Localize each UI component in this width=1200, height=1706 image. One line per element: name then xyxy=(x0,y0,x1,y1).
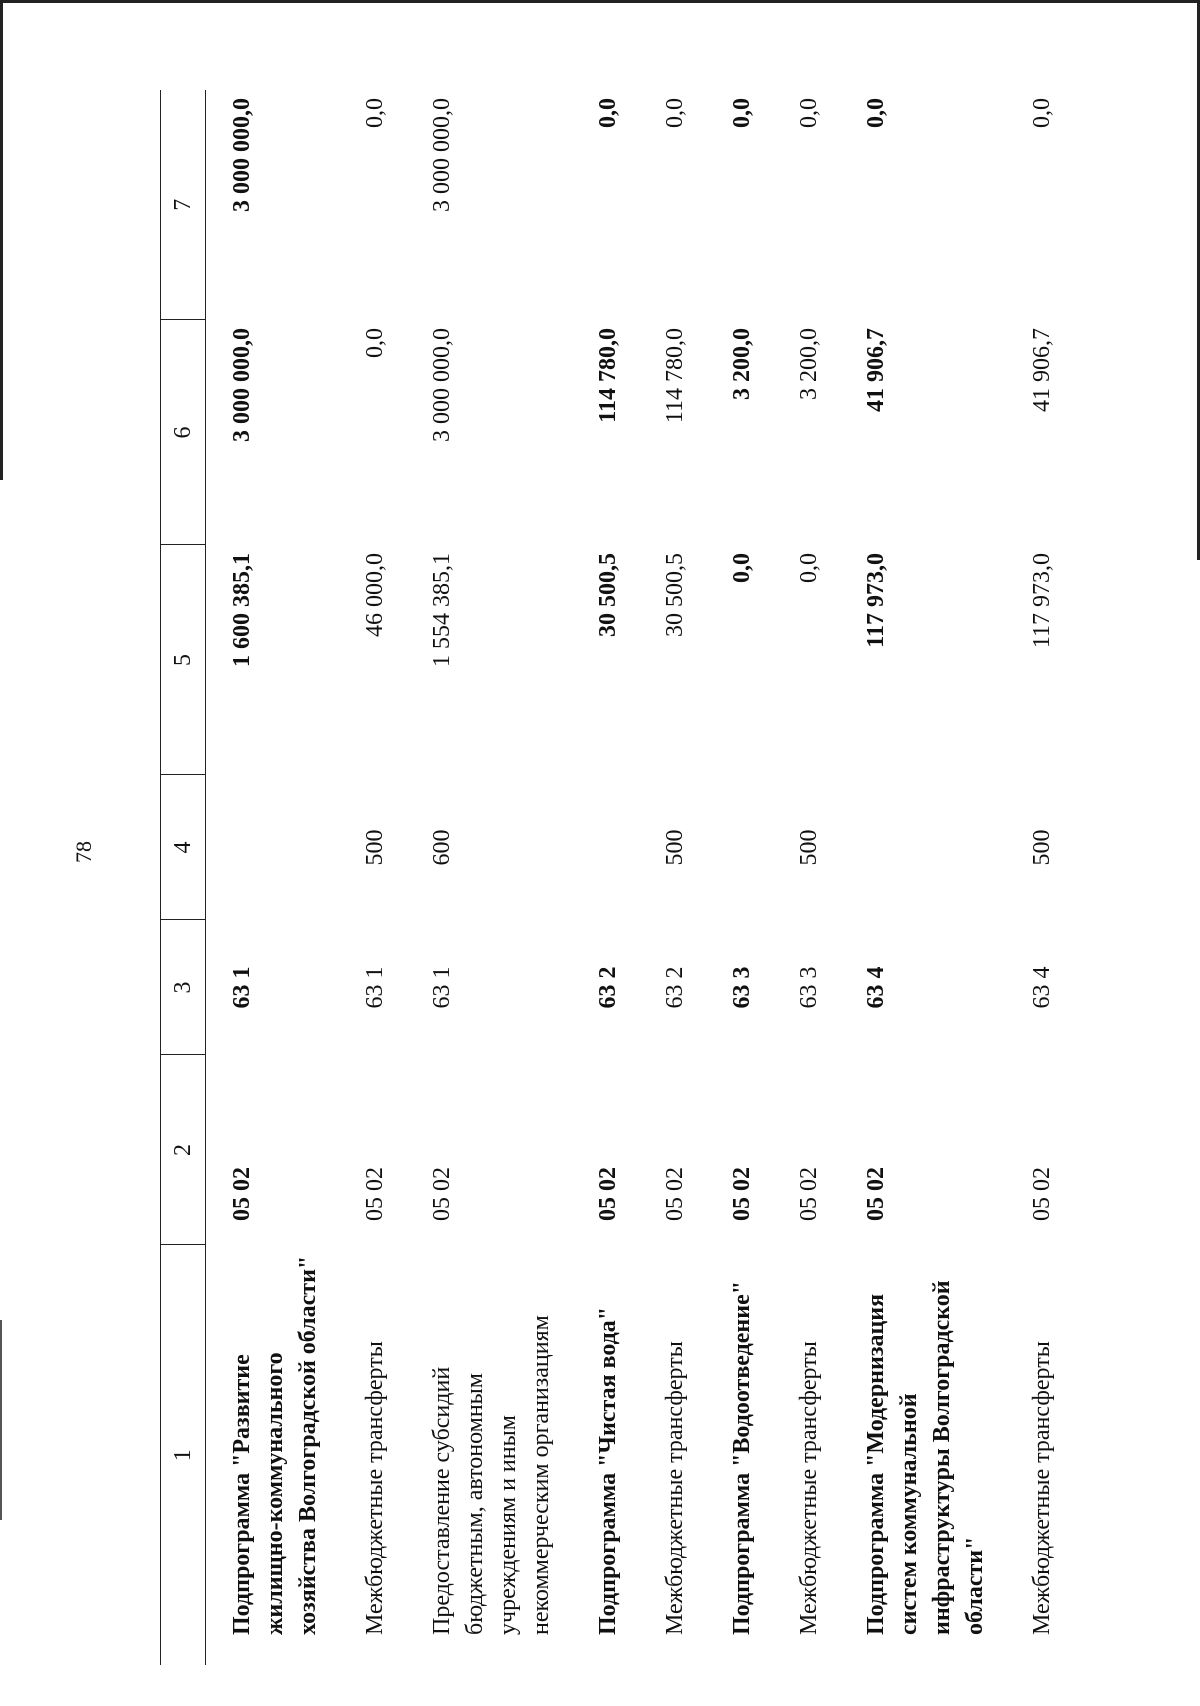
cell-amount-7: 3 000 000,0 xyxy=(429,98,455,212)
cell-section-code: 05 02 xyxy=(1029,1167,1055,1221)
cell-name: Межбюджетные трансферты xyxy=(796,1341,822,1635)
cell-expense-type xyxy=(572,775,639,920)
cell-expense-type: 500 xyxy=(662,829,688,866)
table-row xyxy=(572,90,639,1665)
cell-amount-6: 41 906,7 xyxy=(863,328,889,412)
column-header-2: 2 xyxy=(161,1055,206,1245)
header-row xyxy=(161,90,206,1665)
table-row xyxy=(206,90,340,1665)
cell-target-item: 63 3 xyxy=(796,966,822,1009)
cell-name: Межбюджетные трансферты xyxy=(362,1341,388,1635)
cell-amount-5: 0,0 xyxy=(729,553,755,583)
cell-amount-5: 1 600 385,1 xyxy=(229,553,255,667)
cell-target-item: 63 1 xyxy=(362,966,388,1009)
table-header xyxy=(161,90,206,1665)
cell-amount-5: 117 973,0 xyxy=(1029,553,1055,649)
cell-section-code: 05 02 xyxy=(429,1167,455,1221)
table-row xyxy=(639,90,706,1665)
cell-amount-5: 46 000,0 xyxy=(362,553,388,637)
cell-name: Подпрограмма "Чистая вода" xyxy=(595,1306,621,1635)
cell-amount-7: 0,0 xyxy=(1029,98,1055,128)
table-row xyxy=(773,90,840,1665)
cell-name: Межбюджетные трансферты xyxy=(662,1341,688,1635)
column-header-1: 1 xyxy=(161,1245,206,1665)
cell-target-item: 63 4 xyxy=(863,966,889,1009)
cell-amount-5: 117 973,0 xyxy=(863,553,889,648)
column-header-6: 6 xyxy=(161,320,206,545)
cell-expense-type xyxy=(840,775,1006,920)
cell-amount-5: 30 500,5 xyxy=(662,553,688,637)
cell-amount-6: 114 780,0 xyxy=(595,328,621,423)
cell-amount-7: 0,0 xyxy=(595,98,621,128)
cell-amount-6: 41 906,7 xyxy=(1029,328,1055,412)
cell-amount-7: 0,0 xyxy=(662,98,688,128)
cell-target-item: 63 2 xyxy=(662,966,688,1009)
cell-target-item: 63 1 xyxy=(429,966,455,1009)
page-number-text: 78 xyxy=(71,841,96,863)
scan-edge-left xyxy=(0,0,3,480)
cell-amount-7: 3 000 000,0 xyxy=(229,98,255,212)
column-header-7: 7 xyxy=(161,90,206,320)
cell-name: Подпрограмма "Модернизация систем коммунальной инфраструктуры Волгоградской области" xyxy=(863,1280,988,1635)
cell-name: Подпрограмма "Водоотведение" xyxy=(729,1280,755,1635)
cell-section-code: 05 02 xyxy=(796,1167,822,1221)
cell-section-code: 05 02 xyxy=(229,1167,255,1221)
scan-edge-top xyxy=(0,0,1200,3)
cell-amount-7: 0,0 xyxy=(729,98,755,128)
cell-amount-6: 3 200,0 xyxy=(796,328,822,400)
column-header-5: 5 xyxy=(161,545,206,775)
cell-amount-6: 3 000 000,0 xyxy=(229,328,255,442)
cell-section-code: 05 02 xyxy=(662,1167,688,1221)
cell-section-code: 05 02 xyxy=(595,1167,621,1221)
cell-expense-type: 500 xyxy=(1029,829,1055,866)
table-row xyxy=(1006,90,1073,1665)
cell-amount-6: 0,0 xyxy=(362,328,388,358)
cell-target-item: 63 1 xyxy=(229,966,255,1009)
table-row xyxy=(840,90,1006,1665)
cell-amount-6: 3 000 000,0 xyxy=(429,328,455,442)
cell-amount-5: 1 554 385,1 xyxy=(429,553,455,667)
cell-amount-6: 3 200,0 xyxy=(729,328,755,400)
cell-amount-5: 30 500,5 xyxy=(595,553,621,637)
cell-expense-type: 500 xyxy=(796,829,822,866)
cell-name: Предоставление субсидий бюджетным, автономным учреждениям и иным некоммерческим организациям xyxy=(429,1315,554,1635)
cell-section-code: 05 02 xyxy=(729,1167,755,1221)
budget-table xyxy=(160,90,1073,1665)
cell-amount-5: 0,0 xyxy=(796,553,822,583)
cell-target-item: 63 2 xyxy=(595,966,621,1009)
table-row xyxy=(339,90,406,1665)
cell-expense-type xyxy=(706,775,773,920)
cell-name: Подпрограмма "Развитие жилищно-коммунального хозяйства Волгоградской области" xyxy=(229,1255,321,1635)
column-header-4: 4 xyxy=(161,775,206,920)
column-header-3: 3 xyxy=(161,920,206,1055)
cell-amount-7: 0,0 xyxy=(362,98,388,128)
cell-expense-type xyxy=(206,775,340,920)
cell-name: Межбюджетные трансферты xyxy=(1029,1341,1055,1635)
cell-target-item: 63 3 xyxy=(729,966,755,1009)
cell-section-code: 05 02 xyxy=(863,1167,889,1221)
table-body xyxy=(206,90,1074,1665)
table-row xyxy=(406,90,572,1665)
cell-expense-type: 600 xyxy=(429,829,455,866)
cell-amount-7: 0,0 xyxy=(863,98,889,128)
cell-target-item: 63 4 xyxy=(1029,966,1055,1009)
cell-expense-type: 500 xyxy=(362,829,388,866)
scan-edge-left-lower xyxy=(0,1320,2,1520)
cell-section-code: 05 02 xyxy=(362,1167,388,1221)
cell-amount-6: 114 780,0 xyxy=(662,328,688,424)
rotated-page-content xyxy=(60,30,1160,1690)
cell-amount-7: 0,0 xyxy=(796,98,822,128)
table-row xyxy=(706,90,773,1665)
